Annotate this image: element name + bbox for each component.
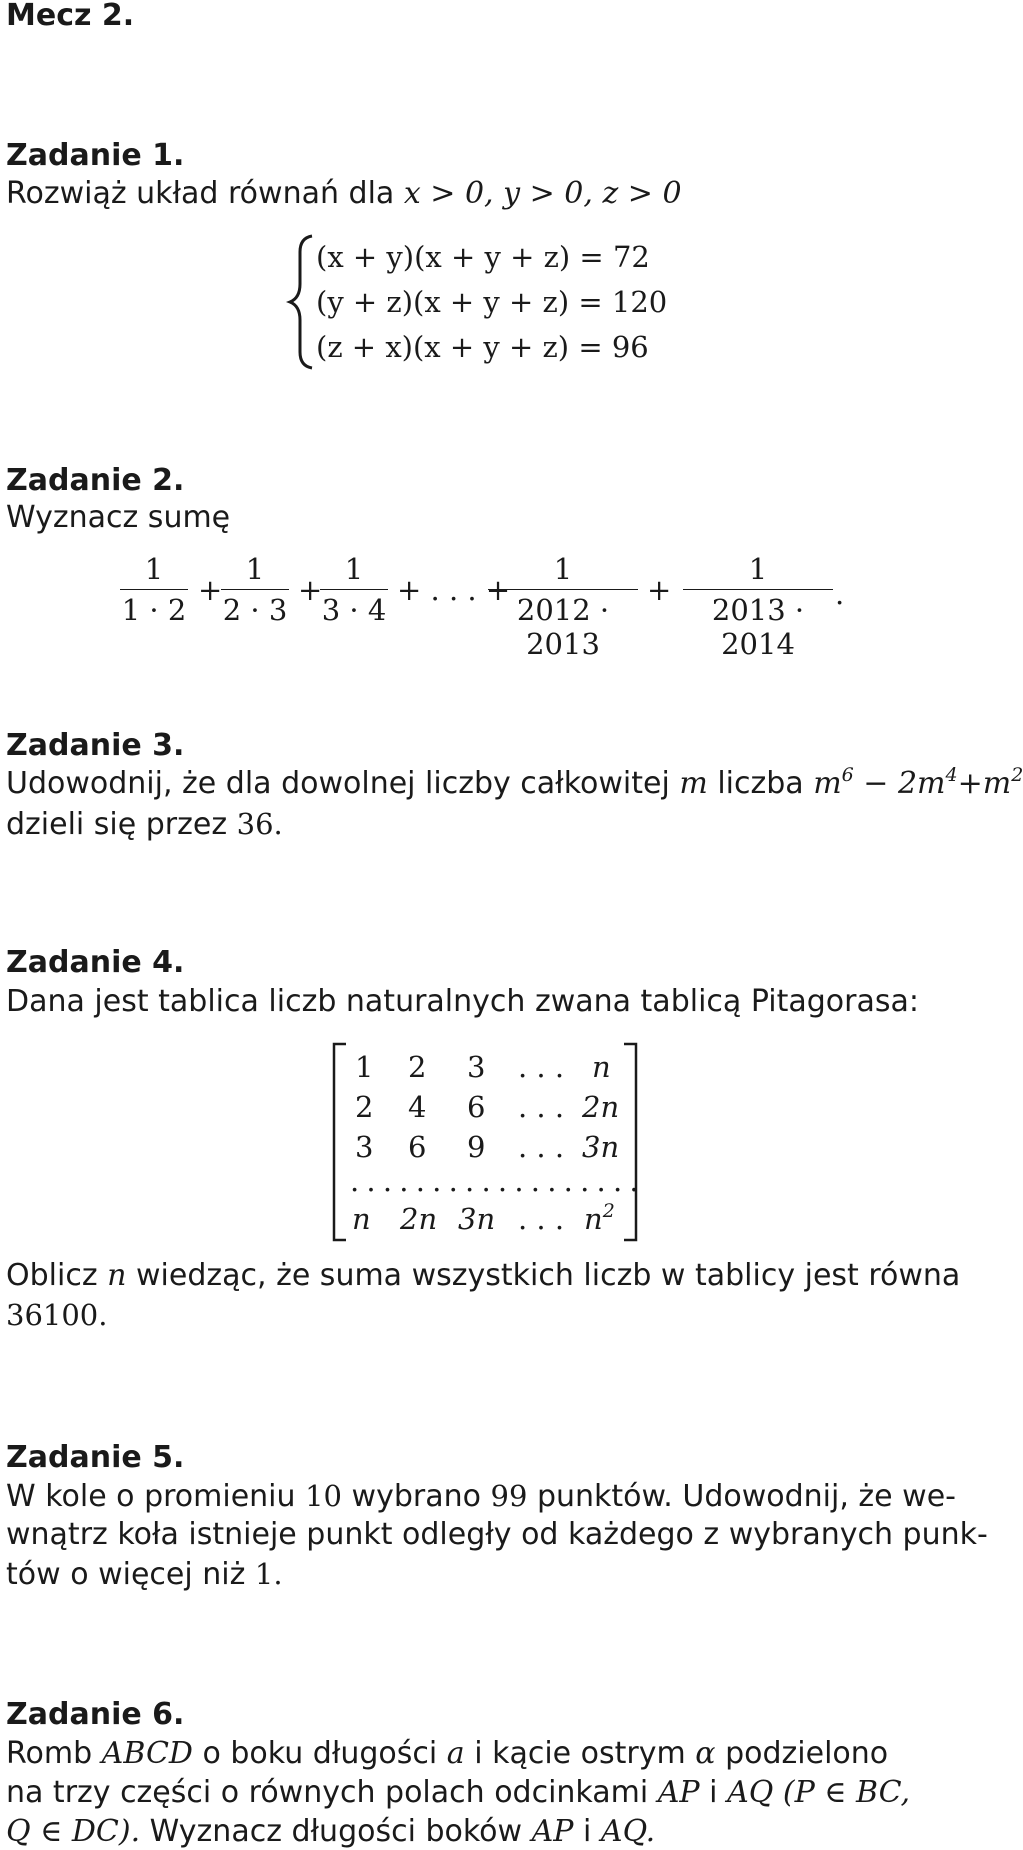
fraction-4 bbox=[488, 552, 638, 661]
task-5-text-d: tów o więcej niż bbox=[6, 1557, 246, 1592]
fraction-3-numerator: 1 bbox=[344, 552, 364, 586]
task-6-abcd: ABCD bbox=[101, 1736, 193, 1771]
task-3-line-1 bbox=[6, 766, 1023, 802]
matrix-cell: n bbox=[352, 1202, 371, 1236]
task-3-number: 36. bbox=[236, 807, 283, 841]
matrix-cell: 6 bbox=[467, 1090, 486, 1124]
task-1-intro-line bbox=[6, 176, 682, 212]
fraction-3-denominator: 3 · 4 bbox=[321, 593, 387, 627]
task-3-expression: $m^6 - 2m^4+m^2$ bbox=[813, 764, 1023, 801]
matrix-cell: . . . bbox=[518, 1202, 565, 1236]
task-5-line-2: wnątrz koła istnieje punkt odległy od każdego z wybranych punk- bbox=[6, 1517, 988, 1552]
matrix-cell: . . . bbox=[518, 1050, 565, 1084]
plus-2: + bbox=[298, 573, 323, 607]
matrix-cell: 2n bbox=[400, 1202, 438, 1236]
task-4-intro: Dana jest tablica liczb naturalnych zwana tablicą Pitagorasa: bbox=[6, 984, 919, 1019]
task-6-aq-2: AQ. bbox=[600, 1814, 656, 1849]
task-6-text-c: i kącie ostrym bbox=[474, 1736, 686, 1771]
task-5-radius: 10 bbox=[305, 1479, 342, 1513]
task-5-text-a: W kole o promieniu bbox=[6, 1479, 296, 1514]
fraction-4-denominator: 2012 · 2013 bbox=[516, 593, 610, 661]
matrix-cell: 1 bbox=[355, 1050, 374, 1084]
fraction-1 bbox=[120, 552, 188, 627]
task-6-q-in-dc: Q ∈ DC). bbox=[6, 1814, 141, 1849]
fraction-4-bar bbox=[488, 589, 638, 590]
matrix-dots-row: . . . . . . . . . . . . . . . . . . bbox=[350, 1164, 638, 1198]
matrix-cell: n bbox=[592, 1050, 611, 1084]
fraction-3 bbox=[320, 552, 388, 627]
task-6-var-a: a bbox=[446, 1736, 465, 1771]
task-6-and: i bbox=[709, 1775, 718, 1810]
fraction-5 bbox=[683, 552, 833, 661]
task-3-word-liczba: liczba bbox=[717, 766, 804, 801]
task-3-text-2: dzieli się przez bbox=[6, 807, 228, 842]
task-5-distance: 1. bbox=[254, 1557, 283, 1591]
plus-1: + bbox=[198, 573, 223, 607]
task-5-count: 99 bbox=[490, 1479, 528, 1513]
matrix-cell: 2 bbox=[408, 1050, 427, 1084]
task-6-aq: AQ bbox=[727, 1775, 774, 1810]
fraction-2 bbox=[221, 552, 289, 627]
task-6-text-a: Romb bbox=[6, 1736, 93, 1771]
task-1-title: Zadanie 1. bbox=[6, 138, 185, 173]
final-period: . bbox=[835, 577, 845, 611]
task-6-alpha: α bbox=[695, 1736, 716, 1771]
task-4-var-n: n bbox=[107, 1258, 127, 1293]
task-5-text-c: punktów. Udowodnij, że we- bbox=[536, 1479, 956, 1514]
task-6-p-in-bc: (P ∈ BC, bbox=[782, 1775, 911, 1810]
task-3-var-m: m bbox=[679, 766, 708, 801]
task-2-title: Zadanie 2. bbox=[6, 463, 185, 498]
task-5-title: Zadanie 5. bbox=[6, 1440, 185, 1475]
matrix-cell: 4 bbox=[408, 1090, 427, 1124]
fraction-1-bar bbox=[120, 589, 188, 590]
fraction-4-numerator: 1 bbox=[553, 552, 573, 586]
fraction-5-bar bbox=[683, 589, 833, 590]
fraction-1-denominator: 1 · 2 bbox=[121, 593, 187, 627]
equation-2: (y + z)(x + y + z) = 120 bbox=[316, 285, 668, 319]
fraction-2-numerator: 1 bbox=[245, 552, 265, 586]
equation-1: (x + y)(x + y + z) = 72 bbox=[316, 240, 650, 274]
fraction-5-numerator: 1 bbox=[748, 552, 768, 586]
task-4-answer-number: 36100. bbox=[6, 1298, 108, 1332]
task-1-condition: x > 0, y > 0, z > 0 bbox=[403, 176, 682, 211]
task-6-line-3 bbox=[6, 1814, 655, 1850]
task-5-text-b: wybrano bbox=[351, 1479, 481, 1514]
task-6-text-e: na trzy części o równych polach odcinkami bbox=[6, 1775, 649, 1810]
task-6-text-b: o boku długości bbox=[202, 1736, 438, 1771]
matrix-cell: 3n bbox=[458, 1202, 496, 1236]
task-6-ap: AP bbox=[657, 1775, 700, 1810]
matrix-cell: 3 bbox=[467, 1050, 486, 1084]
task-6-line-2 bbox=[6, 1775, 910, 1811]
task-1-intro: Rozwiąż układ równań dla bbox=[6, 176, 395, 211]
task-6-line-1 bbox=[6, 1736, 888, 1772]
equation-3: (z + x)(x + y + z) = 96 bbox=[316, 330, 649, 364]
fraction-3-bar bbox=[320, 589, 388, 590]
task-4-question-line-1 bbox=[6, 1258, 960, 1294]
task-5-line-3 bbox=[6, 1556, 283, 1593]
plus-3: + bbox=[647, 573, 672, 607]
task-3-title: Zadanie 3. bbox=[6, 728, 185, 763]
fraction-2-denominator: 2 · 3 bbox=[222, 593, 288, 627]
matrix-cell: 3n bbox=[582, 1130, 620, 1164]
system-brace bbox=[286, 232, 318, 372]
matrix-cell: . . . bbox=[518, 1090, 565, 1124]
matrix-cell: 3 bbox=[355, 1130, 374, 1164]
task-4-title: Zadanie 4. bbox=[6, 945, 185, 980]
task-2-intro: Wyznacz sumę bbox=[6, 500, 231, 535]
task-5-line-1 bbox=[6, 1478, 956, 1515]
matrix-cell-n-squared: $n^2$ bbox=[584, 1200, 615, 1236]
matrix-cell: . . . bbox=[518, 1130, 565, 1164]
task-4-oblicz: Oblicz bbox=[6, 1258, 98, 1293]
task-6-title: Zadanie 6. bbox=[6, 1697, 185, 1732]
fraction-5-denominator: 2013 · 2014 bbox=[711, 593, 805, 661]
plus-ellipsis: + . . . + bbox=[397, 573, 511, 607]
task-6-ap-2: AP bbox=[531, 1814, 574, 1849]
task-3-line-2 bbox=[6, 806, 283, 843]
matrix-cell: 9 bbox=[467, 1130, 486, 1164]
task-6-text-d: podzielono bbox=[725, 1736, 889, 1771]
fraction-1-numerator: 1 bbox=[144, 552, 164, 586]
matrix-cell: 6 bbox=[408, 1130, 427, 1164]
task-4-question: wiedząc, że suma wszystkich liczb w tablicy jest równa bbox=[136, 1258, 961, 1293]
matrix-cell: 2n bbox=[582, 1090, 620, 1124]
document-title: Mecz 2. bbox=[6, 0, 135, 33]
fraction-2-bar bbox=[221, 589, 289, 590]
task-6-and-2: i bbox=[583, 1814, 592, 1849]
task-6-text-f: Wyznacz długości boków bbox=[149, 1814, 523, 1849]
matrix-cell: 2 bbox=[355, 1090, 374, 1124]
task-3-text-1: Udowodnij, że dla dowolnej liczby całkowitej bbox=[6, 766, 670, 801]
